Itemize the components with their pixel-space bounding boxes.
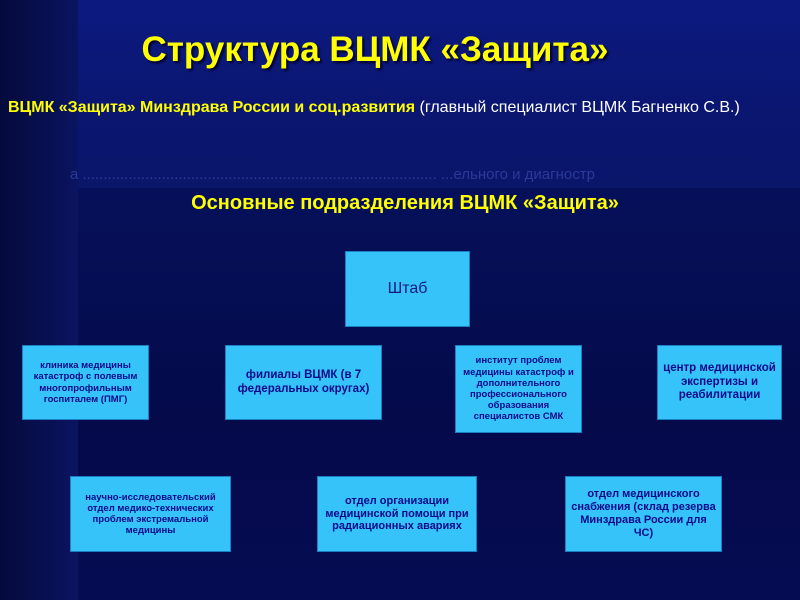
subtitle — [8, 96, 793, 119]
unit-radiation — [317, 476, 477, 552]
unit-expertise — [657, 345, 782, 420]
unit-supply — [565, 476, 722, 552]
unit-supply-label: отдел медицинского снабжения (склад резерва Минздрава России для ЧС) — [571, 488, 716, 539]
unit-hq — [345, 251, 470, 327]
left-strip — [0, 0, 78, 600]
unit-branches-label: филиалы ВЦМК (в 7 федеральных округах) — [237, 368, 370, 395]
subtitle-specialist: (главный специалист ВЦМК Багненко С.В.) — [415, 99, 740, 116]
ghost-text: а ..................................................................................... ...ельного и диагностр — [70, 166, 595, 183]
subtitle-organization: ВЦМК «Защита» Минздрава России и соц.развития — [8, 99, 416, 116]
unit-research — [70, 476, 231, 552]
unit-expertise-label: центр медицинской экспертизы и реабилитации — [663, 362, 776, 402]
unit-clinic — [22, 345, 149, 420]
page-title: Структура ВЦМК «Защита» — [141, 30, 609, 69]
section-title: Основные подразделения ВЦМК «Защита» — [191, 192, 619, 214]
unit-radiation-label: отдел организации медицинской помощи при радиационных авариях — [325, 494, 469, 533]
header-band — [0, 0, 800, 188]
unit-institute — [455, 345, 582, 433]
unit-hq-label: Штаб — [387, 279, 428, 297]
unit-institute-label: институт проблем медицины катастроф и дополнительного профессионального образования специалистов СМК — [463, 355, 574, 423]
unit-research-label: научно-исследовательский отдел медико-технических проблем экстремальной медицины — [85, 491, 216, 537]
unit-clinic-label: клиника медицины катастроф с полевым многопрофильным госпиталем (ПМГ) — [33, 360, 138, 405]
unit-branches — [225, 345, 382, 420]
